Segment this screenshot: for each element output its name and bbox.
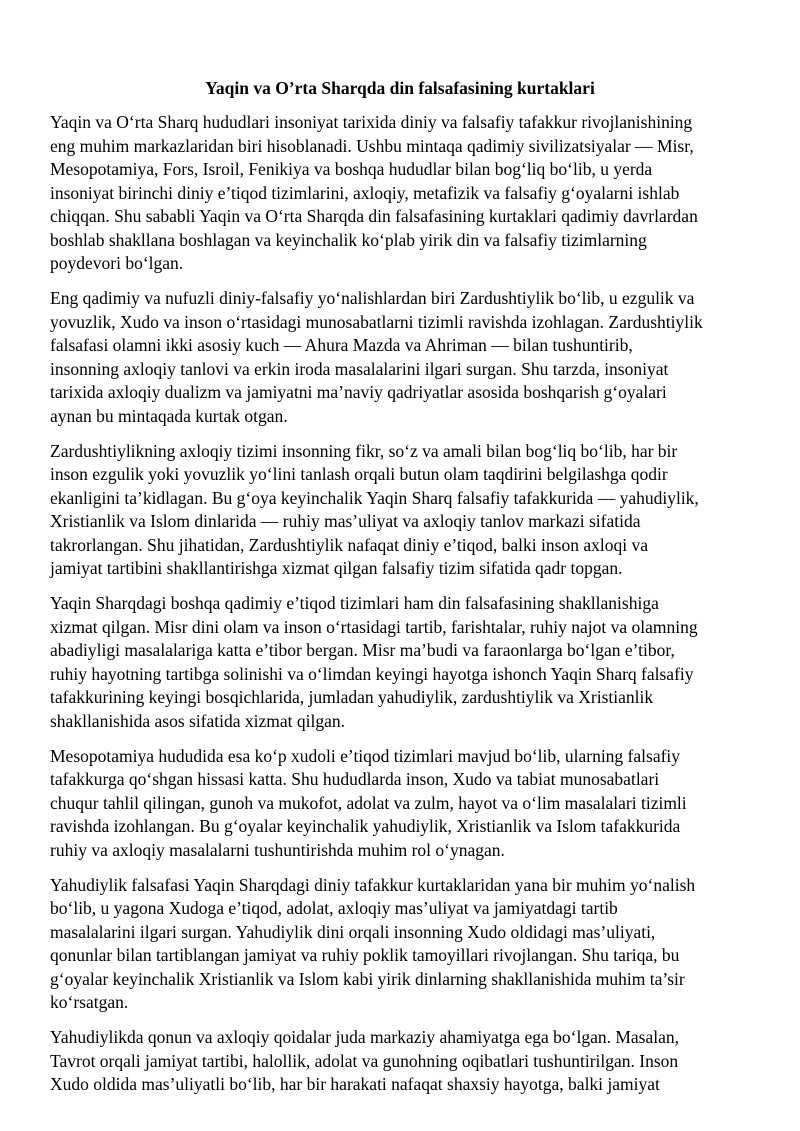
text-line: Xristianlik va Islom dinlarida — ruhiy mas’uliyat va axloqiy tanlov markazi sifatida — [50, 511, 641, 531]
paragraph — [50, 745, 762, 863]
paragraph — [50, 287, 762, 428]
text-line: jamiyat tartibini shakllantirishga xizmat qilgan falsafiy tizim sifatida qadr topgan. — [50, 558, 623, 578]
text-line: ko‘rsatgan. — [50, 992, 129, 1012]
text-line: ruhiy hayotning tartibga solinishi va o‘limdan keyingi hayotga ishonch Yaqin Sharq falsafiy — [50, 663, 694, 684]
text-line: tarixida axloqiy dualizm va jamiyatni ma’naviy qadriyatlar asosida boshqarish g‘oyalari — [50, 382, 667, 402]
text-line: Yahudiylik falsafasi Yaqin Sharqdagi diniy tafakkur kurtaklaridan yana bir muhim yo‘nalish — [50, 874, 696, 895]
text-line: shakllanishida asos sifatida xizmat qilgan. — [50, 710, 346, 731]
text-line: yovuzlik, Xudo va inson o‘rtasidagi munosabatlarni tizimli ravishda izohlagan. Zardushtiylik — [50, 311, 703, 332]
text-line: ravishda izohlangan. Bu g‘oyalar keyinchalik yahudiylik, Xristianlik va Islom tafakkurida — [50, 816, 681, 836]
text-line: Mesopotamiya, Fors, Isroil, Fenikiya va boshqa hududlar bilan bog‘liq bo‘lib, u yerda — [50, 159, 653, 179]
text-line: inson ezgulik yoki yovuzlik yo‘lini tanlash orqali butun olam taqdirini belgilashga qodir — [50, 464, 668, 484]
text-line: Yahudiylikda qonun va axloqiy qoidalar juda markaziy ahamiyatga ega bo‘lgan. Masalan, — [50, 1027, 680, 1047]
text-line: ekanligini ta’kidlagan. Bu g‘oya keyinchalik Yaqin Sharq falsafiy tafakkurida — yahudiylik, — [50, 487, 699, 508]
text-line: bo‘lib, u yagona Xudoga e’tiqod, adolat, axloqiy mas’uliyat va jamiyatdagi tartib — [50, 898, 618, 918]
text-line: chiqqan. Shu sababli Yaqin va O‘rta Sharqda din falsafasining kurtaklari qadimiy davrlardan — [50, 206, 698, 226]
paragraph — [50, 440, 762, 581]
text-line: Xudo oldida mas’uliyatli bo‘lib, har bir harakati nafaqat shaxsiy hayotga, balki jamiyat — [50, 1074, 660, 1094]
text-line: eng muhim markazlaridan biri hisoblanadi. Ushbu mintaqa qadimiy sivilizatsiyalar — Misr, — [50, 135, 694, 156]
text-line: Zardushtiylikning axloqiy tizimi insonning fikr, so‘z va amali bilan bog‘liq bo‘lib, har bir — [50, 440, 678, 461]
text-line: chuqur tahlil qilingan, gunoh va mukofot, adolat va zulm, hayot va o‘lim masalalari tizimli — [50, 792, 687, 813]
text-line: masalalarini ilgari surgan. Yahudiylik dini orqali insonning Xudo oldidagi mas’uliyati, — [50, 921, 656, 942]
text-line: Yaqin Sharqdagi boshqa qadimiy e’tiqod tizimlari ham din falsafasining shakllanishiga — [50, 593, 659, 613]
text-line: poydevori bo‘lgan. — [50, 253, 184, 273]
text-line: aynan bu mintaqada kurtak otgan. — [50, 405, 288, 426]
text-line: xizmat qilgan. Misr dini olam va inson o‘rtasidagi tartib, farishtalar, ruhiy najot va olamning — [50, 616, 698, 637]
paragraph — [50, 592, 762, 733]
paragraph — [50, 111, 762, 276]
text-line: insoniyat birinchi diniy e’tiqod tizimlarini, axloqiy, metafizik va falsafiy g‘oyalarni ishlab — [50, 182, 680, 203]
text-line: Eng qadimiy va nufuzli diniy-falsafiy yo‘nalishlardan biri Zardushtiylik bo‘lib, u ezgulik va — [50, 288, 695, 308]
text-line: ruhiy va axloqiy masalalarni tushuntirishda muhim rol o‘ynagan. — [50, 839, 505, 860]
text-line: qonunlar bilan tartiblangan jamiyat va ruhiy poklik tamoyillari rivojlangan. Shu tariqa, bu — [50, 945, 680, 965]
text-line: boshlab shakllana boshlagan va keyinchalik ko‘plab yirik din va falsafiy tizimlarning — [50, 229, 647, 250]
text-line: abadiyligi masalalariga katta e’tibor bergan. Misr ma’budi va faraonlarga bo‘lgan e’tibor, — [50, 640, 675, 660]
text-line: falsafasi olamni ikki asosiy kuch — Ahura Mazda va Ahriman — bilan tushuntirib, — [50, 335, 633, 355]
text-line: insonning axloqiy tanlovi va erkin iroda masalalarini ilgari surgan. Shu tarzda, insoniyat — [50, 358, 669, 379]
paragraph — [50, 874, 762, 1015]
text-line: takrorlangan. Shu jihatidan, Zardushtiylik nafaqat diniy e’tiqod, balki inson axloqi va — [50, 534, 648, 555]
text-line: Mesopotamiya hududida esa ko‘p xudoli e’tiqod tizimlari mavjud bo‘lib, ularning falsafiy — [50, 745, 681, 766]
text-line: tafakkurining keyingi bosqichlarida, jumladan yahudiylik, zardushtiylik va Xristianlik — [50, 687, 654, 707]
paragraph — [50, 1026, 762, 1097]
document-title: Yaqin va O’rta Sharqda din falsafasining kurtaklari — [205, 78, 595, 98]
text-line: Tavrot orqali jamiyat tartibi, halollik, adolat va gunohning oqibatlari tushuntirilgan. Inson — [50, 1050, 679, 1071]
text-line: tafakkurga qo‘shgan hissasi katta. Shu hududlarda inson, Xudo va tabiat munosabatlari — [50, 769, 660, 789]
document-body — [50, 111, 762, 1108]
text-line: g‘oyalar keyinchalik Xristianlik va Islom kabi yirik dinlarning shakllanishida muhim ta’sir — [50, 968, 685, 989]
text-line: Yaqin va O‘rta Sharq hududlari insoniyat tarixida diniy va falsafiy tafakkur rivojlanishining — [50, 112, 693, 132]
